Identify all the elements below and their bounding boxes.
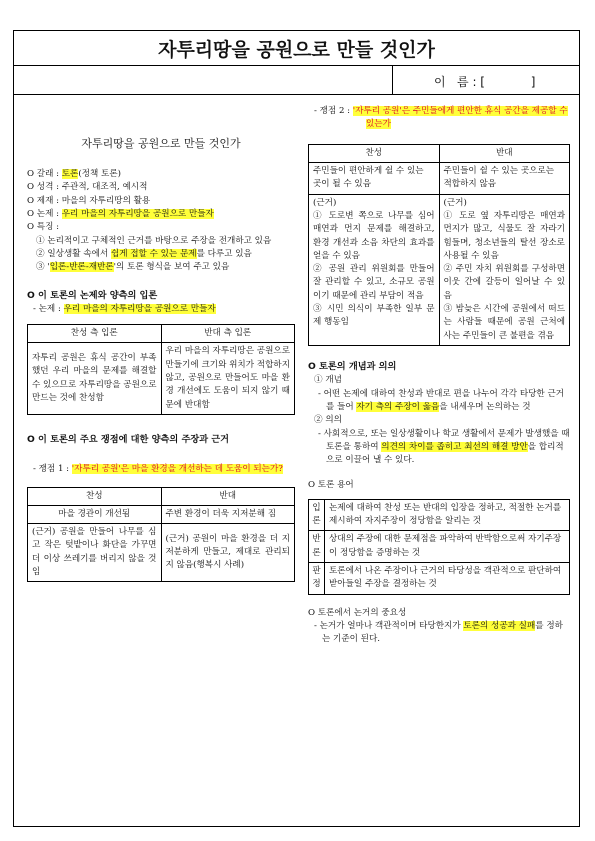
table-cell: 주변 환경이 더욱 지저분해 짐: [161, 505, 295, 523]
table-cell: 마을 경관이 개선됨: [28, 505, 162, 523]
table-cell: 자투리 공원은 휴식 공간이 부족했던 우리 마을의 문제를 해결할 수 있으므로 자투리땅을 공원으로 만드는 것에 찬성함: [28, 343, 162, 415]
section-heading-concept: O 토론의 개념과 의의: [308, 361, 397, 372]
concept-label: ① 개념: [314, 375, 342, 386]
section-heading-terms: O 토론 용어: [308, 480, 354, 491]
table-cell: 주민들이 쉴 수 있는 곳으로는 적합하지 않음: [439, 162, 570, 194]
right-column: [308, 105, 570, 647]
feature-3: ③ '입론-반론-재반론'의 토론 형식을 보여 주고 있음: [36, 262, 230, 273]
table-header: 반대: [439, 144, 570, 162]
table-header: 찬성: [28, 487, 162, 505]
name-field[interactable]: 이 름 : [ ]: [434, 75, 536, 89]
info-genre: O 갈래 : 토론(정책 토론): [27, 169, 122, 180]
info-thesis: O 논제 : 우리 마을의 자투리땅을 공원으로 만들자: [27, 208, 214, 219]
table-header: 찬성: [309, 144, 440, 162]
issue-1-table: [27, 487, 295, 583]
table-header: 찬성 측 입론: [28, 325, 162, 343]
significance-label: ② 의의: [314, 415, 342, 426]
page-title: 자투리땅을 공원으로 만들 것인가: [13, 30, 580, 66]
term-definition: 토론에서 나온 주장이나 근거의 타당성을 객관적으로 판단하여 받아들일 주장을 결정하는 것: [325, 563, 570, 595]
info-nature: O 성격 : 주관적, 대조적, 예시적: [27, 182, 148, 193]
issue-1: - 쟁점 1 : '자투리 공원'은 마을 환경을 개선하는 데 도움이 되는가?: [33, 464, 283, 475]
issue-2: - 쟁점 2 : '자투리 공원'은 주민들에게 편안한 휴식 공간을 제공할 수 있는가: [314, 106, 568, 130]
document-title: 자투리땅을 공원으로 만들 것인가: [81, 137, 241, 150]
name-row: [13, 66, 580, 95]
info-features-label: O 특징 :: [27, 222, 60, 233]
section-heading-importance: O 토론에서 논거의 중요성: [308, 607, 407, 618]
left-column: [27, 105, 295, 582]
term-key: 판정: [309, 563, 325, 595]
importance-text: - 논거가 얼마나 객관적이며 타당한지가 토론의 성공과 실패를 정하는 기준이 된다.: [314, 620, 563, 645]
section-thesis-line: - 논제 : 우리 마을의 자투리땅을 공원으로 만들자: [33, 303, 216, 314]
section-heading-issues: O 이 토론의 주요 쟁점에 대한 양측의 주장과 근거: [27, 433, 230, 445]
term-key: 반론: [309, 531, 325, 563]
table-cell: 주민들이 편안하게 쉴 수 있는 곳이 될 수 있음: [309, 162, 440, 194]
table-cell: (근거) 공원이 마을 환경을 더 지저분하게 만들고, 제대로 관리되지 않음(행복시 사례): [161, 524, 295, 582]
table-cell: (근거) ① 도로 옆 자투리땅은 매연과 먼지가 많고, 식물도 잘 자라기 힘들며, 청소년들의 탈선 장소로 사용될 수 있음 ② 주민 자치 위원회를 구성하면 이웃 간에 갈등이 일어날 수 있음 ③ 밤늦은 시간에 공원에서 떠드는 사람들 때문에 공원 근처에 사는 주민들이 큰 불편을 겪음: [439, 194, 570, 345]
issue-2-table: [308, 144, 570, 346]
table-header: 반대: [161, 487, 295, 505]
terms-table: [308, 499, 570, 595]
table-cell: (근거) ① 도로변 쪽으로 나무를 심어 매연과 먼지 문제를 해결하고, 환경 개선과 소음 차단의 효과를 얻을 수 있음 ② 공원 관리 위원회를 만들어 잘 관리할 수 있고, 소규모 공원이기 때문에 관리 부담이 적음 ③ 시민 의식이 부족한 일부 문제 행동임: [309, 194, 440, 345]
name-row-divider: [392, 66, 393, 94]
opening-table: [27, 324, 295, 415]
significance-text: - 사회적으로, 또는 일상생활이나 학교 생활에서 문제가 발생했을 때 토론을 통하여 의견의 차이를 좁히고 최선의 해결 방안을 합리적으로 이끌어 낼 수 있다.: [318, 428, 570, 466]
feature-1: ① 논리적이고 구체적인 근거를 바탕으로 주장을 전개하고 있음: [36, 235, 272, 246]
table-cell: (근거) 공원을 만들어 나무를 심고 작은 텃밭이나 화단을 가꾸면 더 이상 쓰레기를 버리지 않을 것임: [28, 524, 162, 582]
feature-2: ② 일상생활 속에서 쉽게 접할 수 있는 문제를 다루고 있음: [36, 248, 252, 259]
concept-text: - 어떤 논제에 대하여 찬성과 반대로 편을 나누어 각각 타당한 근거를 들어 자기 측의 주장이 옳음을 내세우며 논의하는 것: [318, 388, 565, 412]
table-header: 반대 측 입론: [161, 325, 295, 343]
table-cell: 우리 마을의 자투리땅은 공원으로 만들기에 크기와 위치가 적합하지 않고, 공원으로 만들어도 마을 환경 개선에도 도움이 되지 않기 때문에 반대함: [161, 343, 295, 415]
section-heading-thesis: O 이 토론의 논제와 양측의 입론: [27, 289, 158, 301]
term-key: 입론: [309, 499, 325, 531]
info-topic: O 제재 : 마을의 자투리땅의 활용: [27, 195, 151, 206]
term-definition: 상대의 주장에 대한 문제점을 파악하여 반박함으로써 자기주장이 정당함을 증명하는 것: [325, 531, 570, 563]
term-definition: 논제에 대하여 찬성 또는 반대의 입장을 정하고, 적절한 논거를 제시하여 자지주장이 정당함을 알리는 것: [325, 499, 570, 531]
